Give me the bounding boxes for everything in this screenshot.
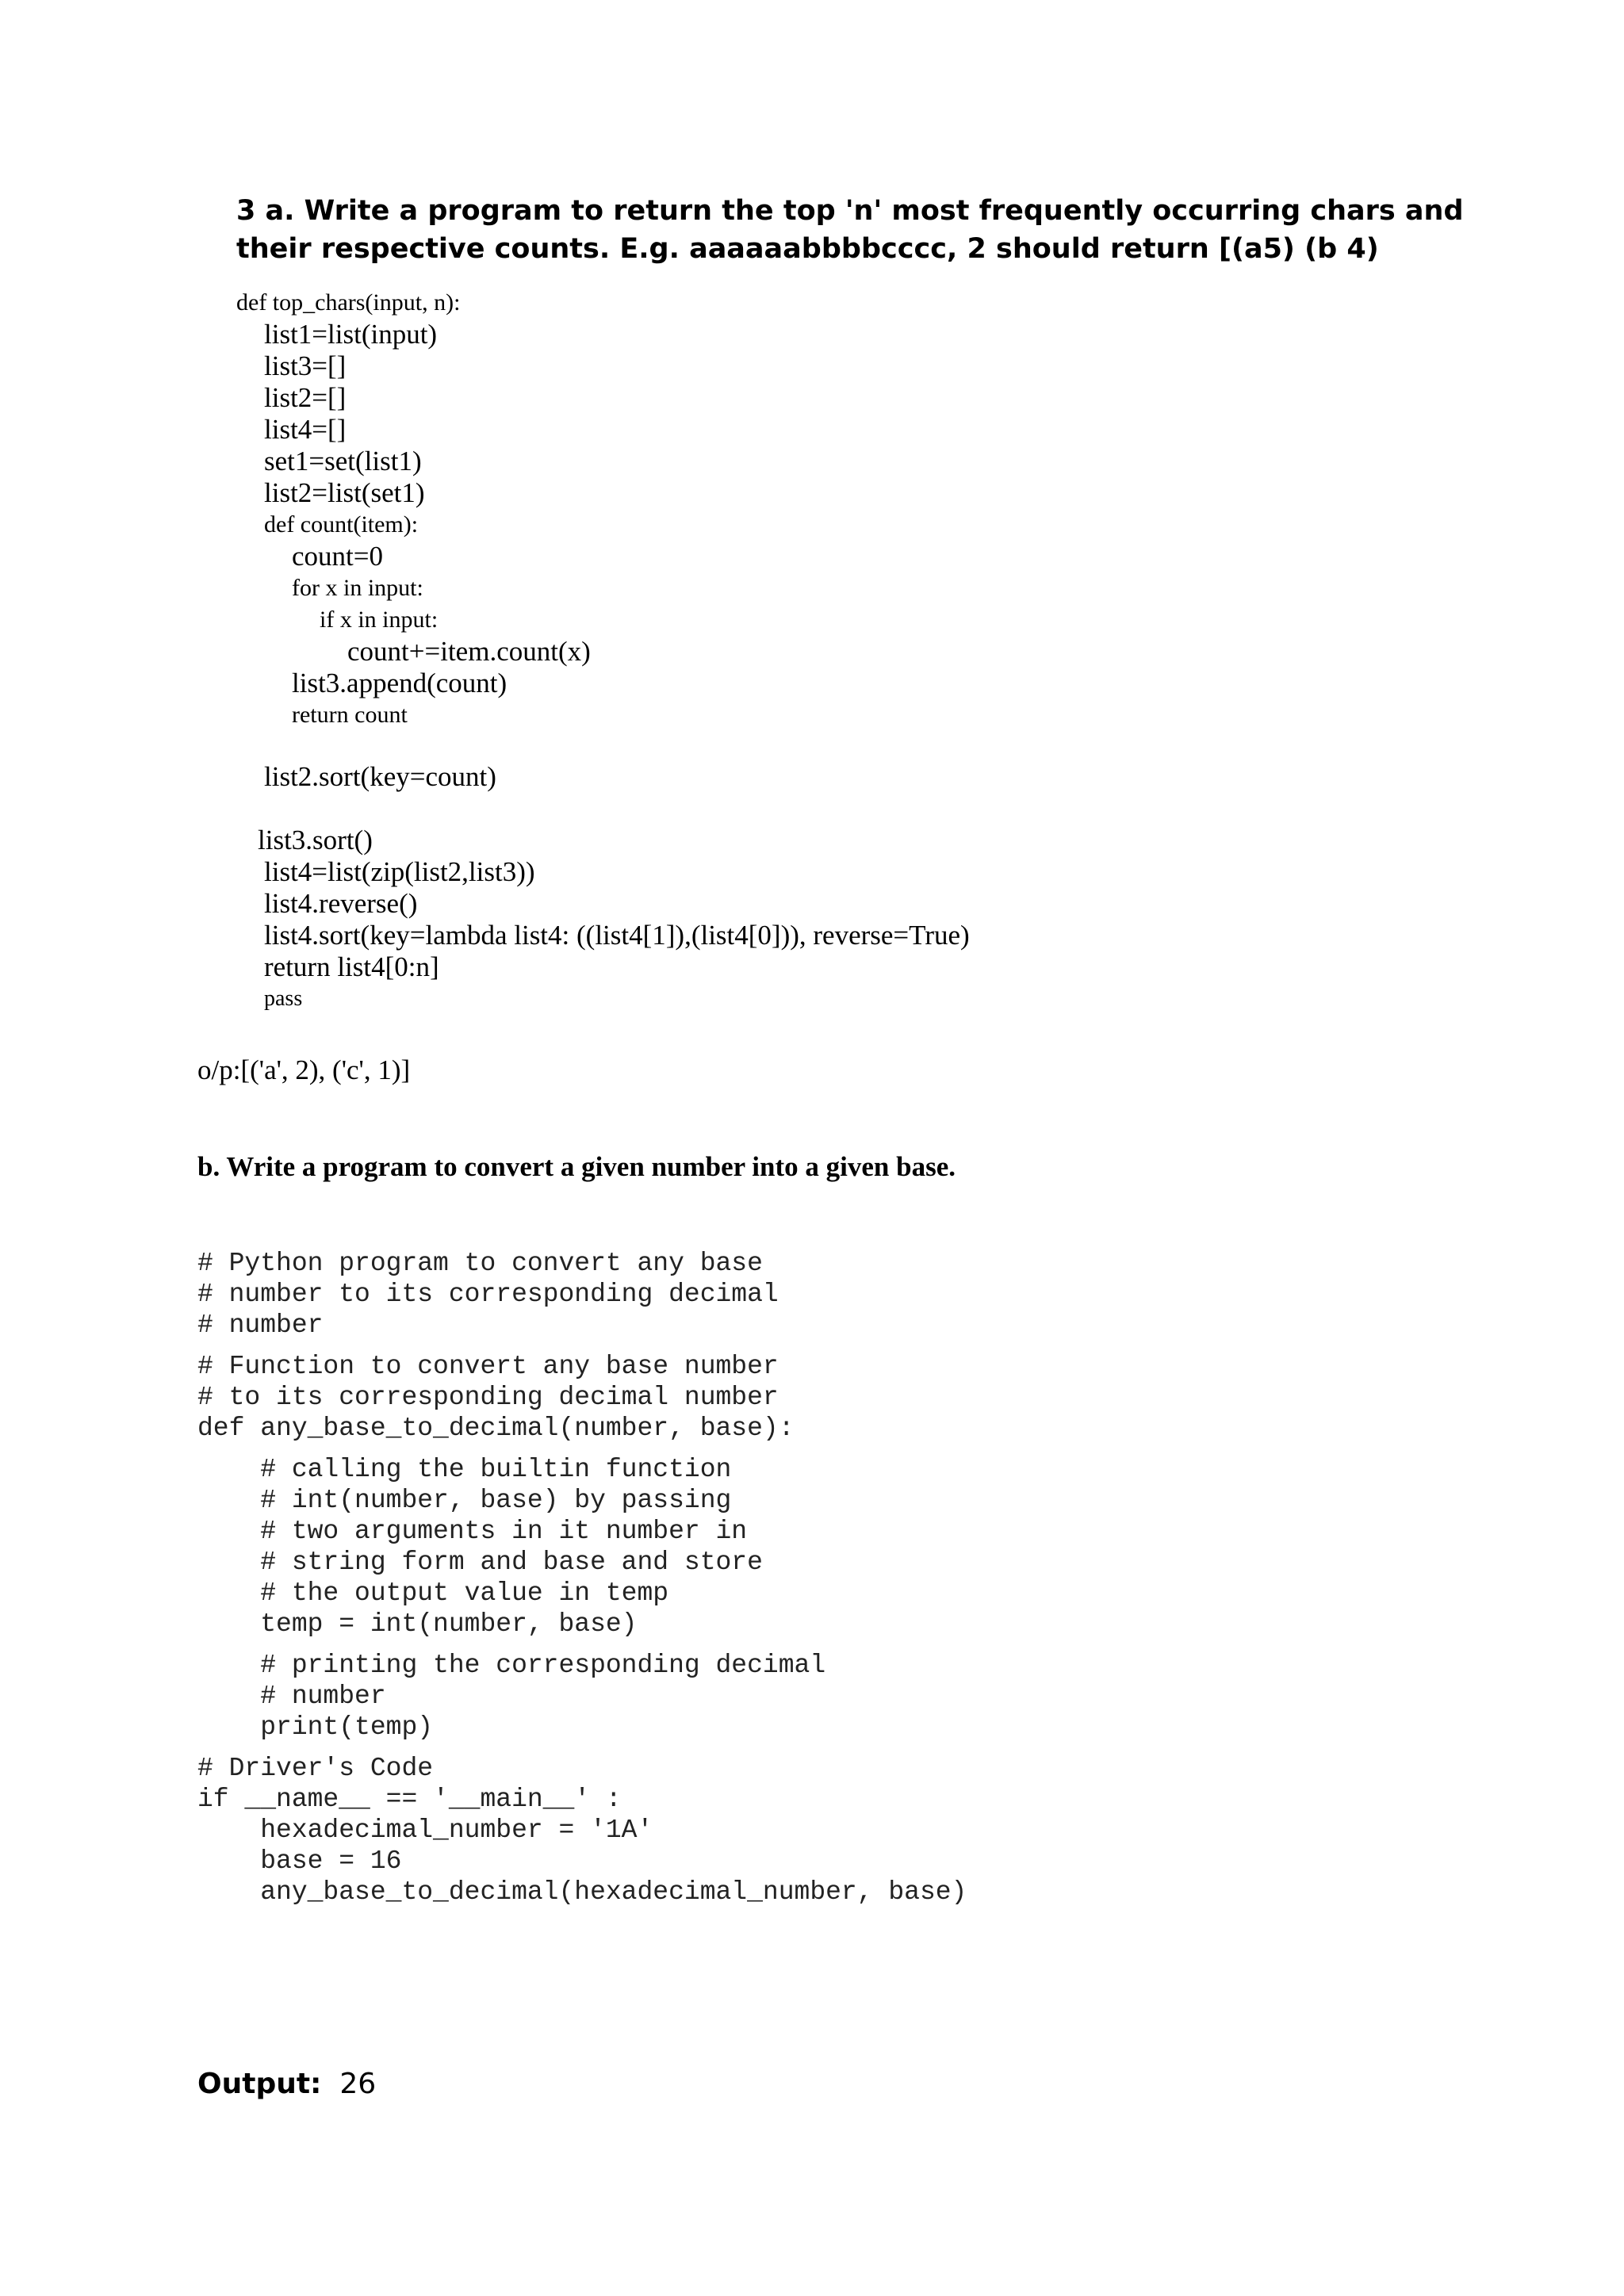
code-line: list4.reverse() bbox=[264, 888, 418, 919]
code-line: list3.sort() bbox=[258, 825, 373, 855]
code-blank-line bbox=[197, 1444, 967, 1454]
code-line: count+=item.count(x) bbox=[347, 636, 591, 667]
code-line: # Function to convert any base number bbox=[197, 1352, 779, 1381]
code-line: list2=list(set1) bbox=[264, 477, 425, 508]
code-line: def count(item): bbox=[264, 511, 419, 538]
code-line: # number bbox=[197, 1682, 386, 1711]
code-line: any_base_to_decimal(hexadecimal_number, base) bbox=[197, 1877, 967, 1907]
code-line: for x in input: bbox=[292, 575, 423, 601]
code-blank-line bbox=[197, 1640, 967, 1650]
code-line: list2.sort(key=count) bbox=[264, 761, 496, 792]
code-line: def any_base_to_decimal(number, base): bbox=[197, 1414, 795, 1443]
code-line: base = 16 bbox=[197, 1846, 402, 1876]
code-blank-line bbox=[197, 1743, 967, 1753]
code-line: list3.append(count) bbox=[292, 668, 508, 698]
code-line: # to its corresponding decimal number bbox=[197, 1383, 779, 1412]
code-blank-line bbox=[197, 1341, 967, 1351]
output-label: Output: bbox=[197, 2068, 322, 2100]
code-line: # number bbox=[197, 1311, 324, 1340]
code-line: set1=set(list1) bbox=[264, 446, 422, 476]
output-b bbox=[197, 2068, 376, 2100]
code-line: list1=list(input) bbox=[264, 319, 438, 350]
code-line: return list4[0:n] bbox=[264, 951, 439, 982]
code-line: pass bbox=[264, 986, 303, 1011]
question-b-heading: b. Write a program to convert a given number into a given base. bbox=[197, 1151, 956, 1182]
code-line: # the output value in temp bbox=[197, 1578, 669, 1608]
code-line: # int(number, base) by passing bbox=[197, 1486, 732, 1515]
code-line: def top_chars(input, n): bbox=[236, 289, 461, 316]
code-block-base-convert bbox=[197, 1248, 967, 1908]
code-line: list4=[] bbox=[264, 414, 347, 445]
code-line: return count bbox=[292, 702, 408, 728]
code-line: if __name__ == '__main__' : bbox=[197, 1785, 622, 1814]
code-line: list2=[] bbox=[264, 382, 347, 413]
output-a: o/p:[('a', 2), ('c', 1)] bbox=[197, 1054, 411, 1085]
code-line: # number to its corresponding decimal bbox=[197, 1280, 779, 1309]
question-3a-heading: 3 a. Write a program to return the top 'n' most frequently occurring chars and their respective counts. E.g. aaaaaabbbbcccc, 2 should return [(a5) (b 4) bbox=[236, 195, 1464, 265]
code-line: list4.sort(key=lambda list4: ((list4[1]),(list4[0])), reverse=True) bbox=[264, 920, 970, 951]
code-line: print(temp) bbox=[197, 1712, 434, 1742]
code-line: if x in input: bbox=[320, 607, 439, 633]
code-line: list4=list(zip(list2,list3)) bbox=[264, 856, 535, 887]
code-line: # printing the corresponding decimal bbox=[197, 1651, 826, 1680]
code-line: # calling the builtin function bbox=[197, 1455, 732, 1484]
code-line: count=0 bbox=[292, 541, 383, 572]
code-line: temp = int(number, base) bbox=[197, 1609, 638, 1639]
code-line: # string form and base and store bbox=[197, 1548, 763, 1577]
code-line: # Python program to convert any base bbox=[197, 1249, 763, 1278]
code-line: # Driver's Code bbox=[197, 1754, 434, 1783]
code-line: # two arguments in it number in bbox=[197, 1517, 748, 1546]
code-line: list3=[] bbox=[264, 350, 347, 381]
output-value: 26 bbox=[339, 2068, 377, 2100]
code-line: hexadecimal_number = '1A' bbox=[197, 1816, 653, 1845]
